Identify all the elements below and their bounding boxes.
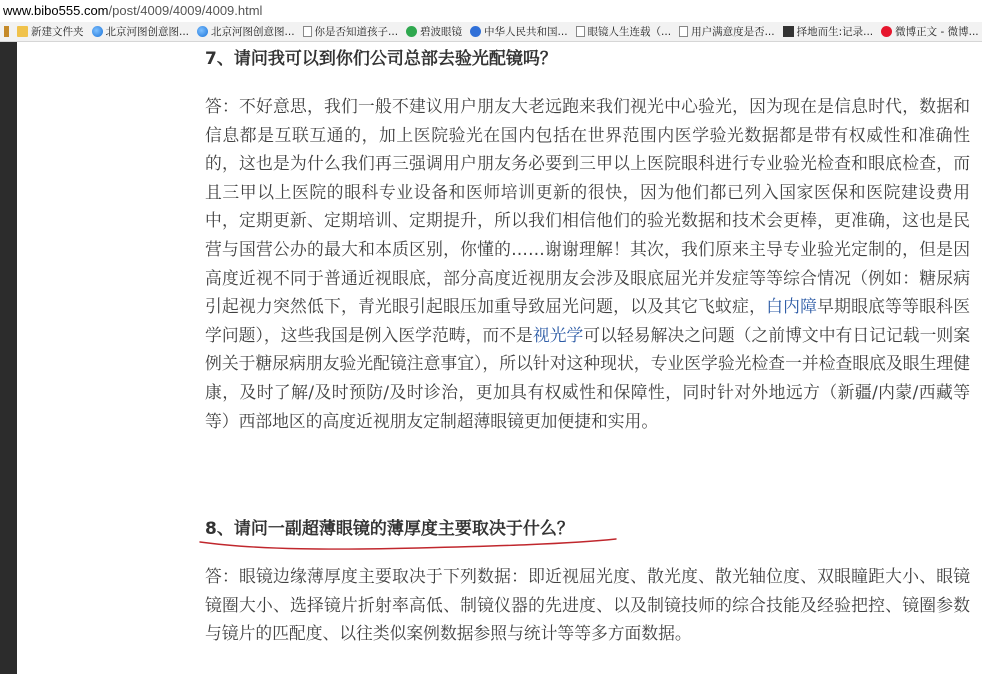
bookmark-label: 碧波眼镜 (420, 26, 463, 38)
page-icon (303, 26, 312, 37)
answer-text: 早期眼底等等眼科医学问题），这些我国是例入医学范畴，而不是 (205, 296, 970, 345)
bookmark-label: 中华人民共和国... (484, 26, 568, 38)
bookmark-item[interactable] (572, 24, 676, 39)
page-icon (576, 26, 585, 37)
cataract-link[interactable]: 白内障 (766, 296, 818, 317)
url-host: www.bibo555.com (3, 3, 109, 18)
dark-square-icon (783, 26, 794, 37)
globe-icon (92, 26, 103, 37)
page-sidebar-strip (0, 42, 17, 674)
question-7-answer (205, 92, 970, 435)
bookmark-item[interactable] (88, 24, 194, 39)
answer-text: 可以轻易解决之问题（之前博文中有日记记载一则案例关于糖尿病朋友验光配镜注意事宜），所以针对这种现状，专业医学验光检查一并检查眼底及眼生理健康，及时了解/及时预防/及时诊治，更加具有权威性和保障性，同时针对外地远方（新疆/内蒙/西藏等等）西部地区的高度近视朋友定制超薄眼镜更加便捷和实用。 (205, 324, 970, 431)
folder-icon (17, 26, 28, 37)
bookmark-item[interactable] (299, 24, 403, 39)
address-bar[interactable] (0, 0, 982, 22)
question-8-answer: 答：眼镜边缘薄厚度主要取决于下列数据：即近视屈光度、散光度、散光轴位度、双眼瞳距大小、眼镜镜圈大小、选择镜片折射率高低、制镜仪器的先进度、以及制镜技师的综合技能及经验把控、镜圈参数与镜片的匹配度、以往类似案例数据参照与统计等等多方面数据。 (205, 566, 970, 644)
bookmark-label: 微博正文 - 微博... (895, 26, 979, 38)
bookmark-label: 北京河图创意图... (211, 26, 295, 38)
question-8-title: 8、请问一副超薄眼镜的薄厚度主要取决于什么？ (205, 519, 574, 539)
bookmark-item[interactable] (402, 24, 466, 39)
bookmark-label: 眼镜人生连载（... (587, 26, 672, 38)
question-7-title: 7、请问我可以到你们公司总部去验光配镜吗？ (205, 49, 557, 69)
bookmark-label: 你是否知道孩子... (314, 26, 399, 38)
bookmark-item[interactable] (13, 24, 88, 39)
bookmark-lead (0, 26, 13, 37)
paw-icon (470, 26, 481, 37)
bookmark-item[interactable] (193, 24, 299, 39)
bookmark-label: 新建文件夹 (31, 26, 84, 38)
green-circle-icon (406, 26, 417, 37)
answer-text: 答：不好意思，我们一般不建议用户朋友大老远跑来我们视光中心验光，因为现在是信息时代，数据和信息都是互联互通的，加上医院验光在国内包括在世界范围内医学验光数据都是带有权威性和准确性的，这也是为什么我们再三强调用户朋友务必要到三甲以上医院眼科进行专业验光检查和眼底检查，而且三甲以上医院的眼科专业设备和医师培训更新的很快，因为他们都已列入国家医保和医院建设费用中，定期更新、定期培训、定期提升，所以我们相信他们的验光数据和技术会更棒，更准确，这也是民营与国营公办的最大和本质区别，你懂的……谢谢理解！其次，我们原来主导专业验光定制的，但是因高度近视不同于普通近视眼底，部分高度近视朋友会涉及眼底屈光并发症等等综合情况（例如：糖尿病引起视力突然低下，青光眼引起眼压加重导致屈光问题，以及其它飞蚊症， (205, 96, 970, 317)
bookmark-label: 择地而生:记录... (796, 26, 874, 38)
bookmark-item[interactable] (466, 24, 572, 39)
bookmark-item[interactable] (779, 24, 878, 39)
page-icon (679, 26, 688, 37)
optometry-link[interactable]: 视光学 (532, 324, 584, 345)
red-underline-annotation (198, 538, 618, 554)
bookmark-edge-icon (4, 26, 9, 37)
globe-icon (197, 26, 208, 37)
bookmark-label: 北京河图创意图... (105, 26, 190, 38)
url-path: /post/4009/4009/4009.html (108, 3, 263, 18)
bookmark-item[interactable] (877, 24, 982, 39)
bookmark-item[interactable] (675, 24, 779, 39)
bookmarks-bar (0, 22, 982, 42)
bookmark-label: 用户满意度是否... (691, 26, 775, 38)
weibo-icon (881, 26, 892, 37)
